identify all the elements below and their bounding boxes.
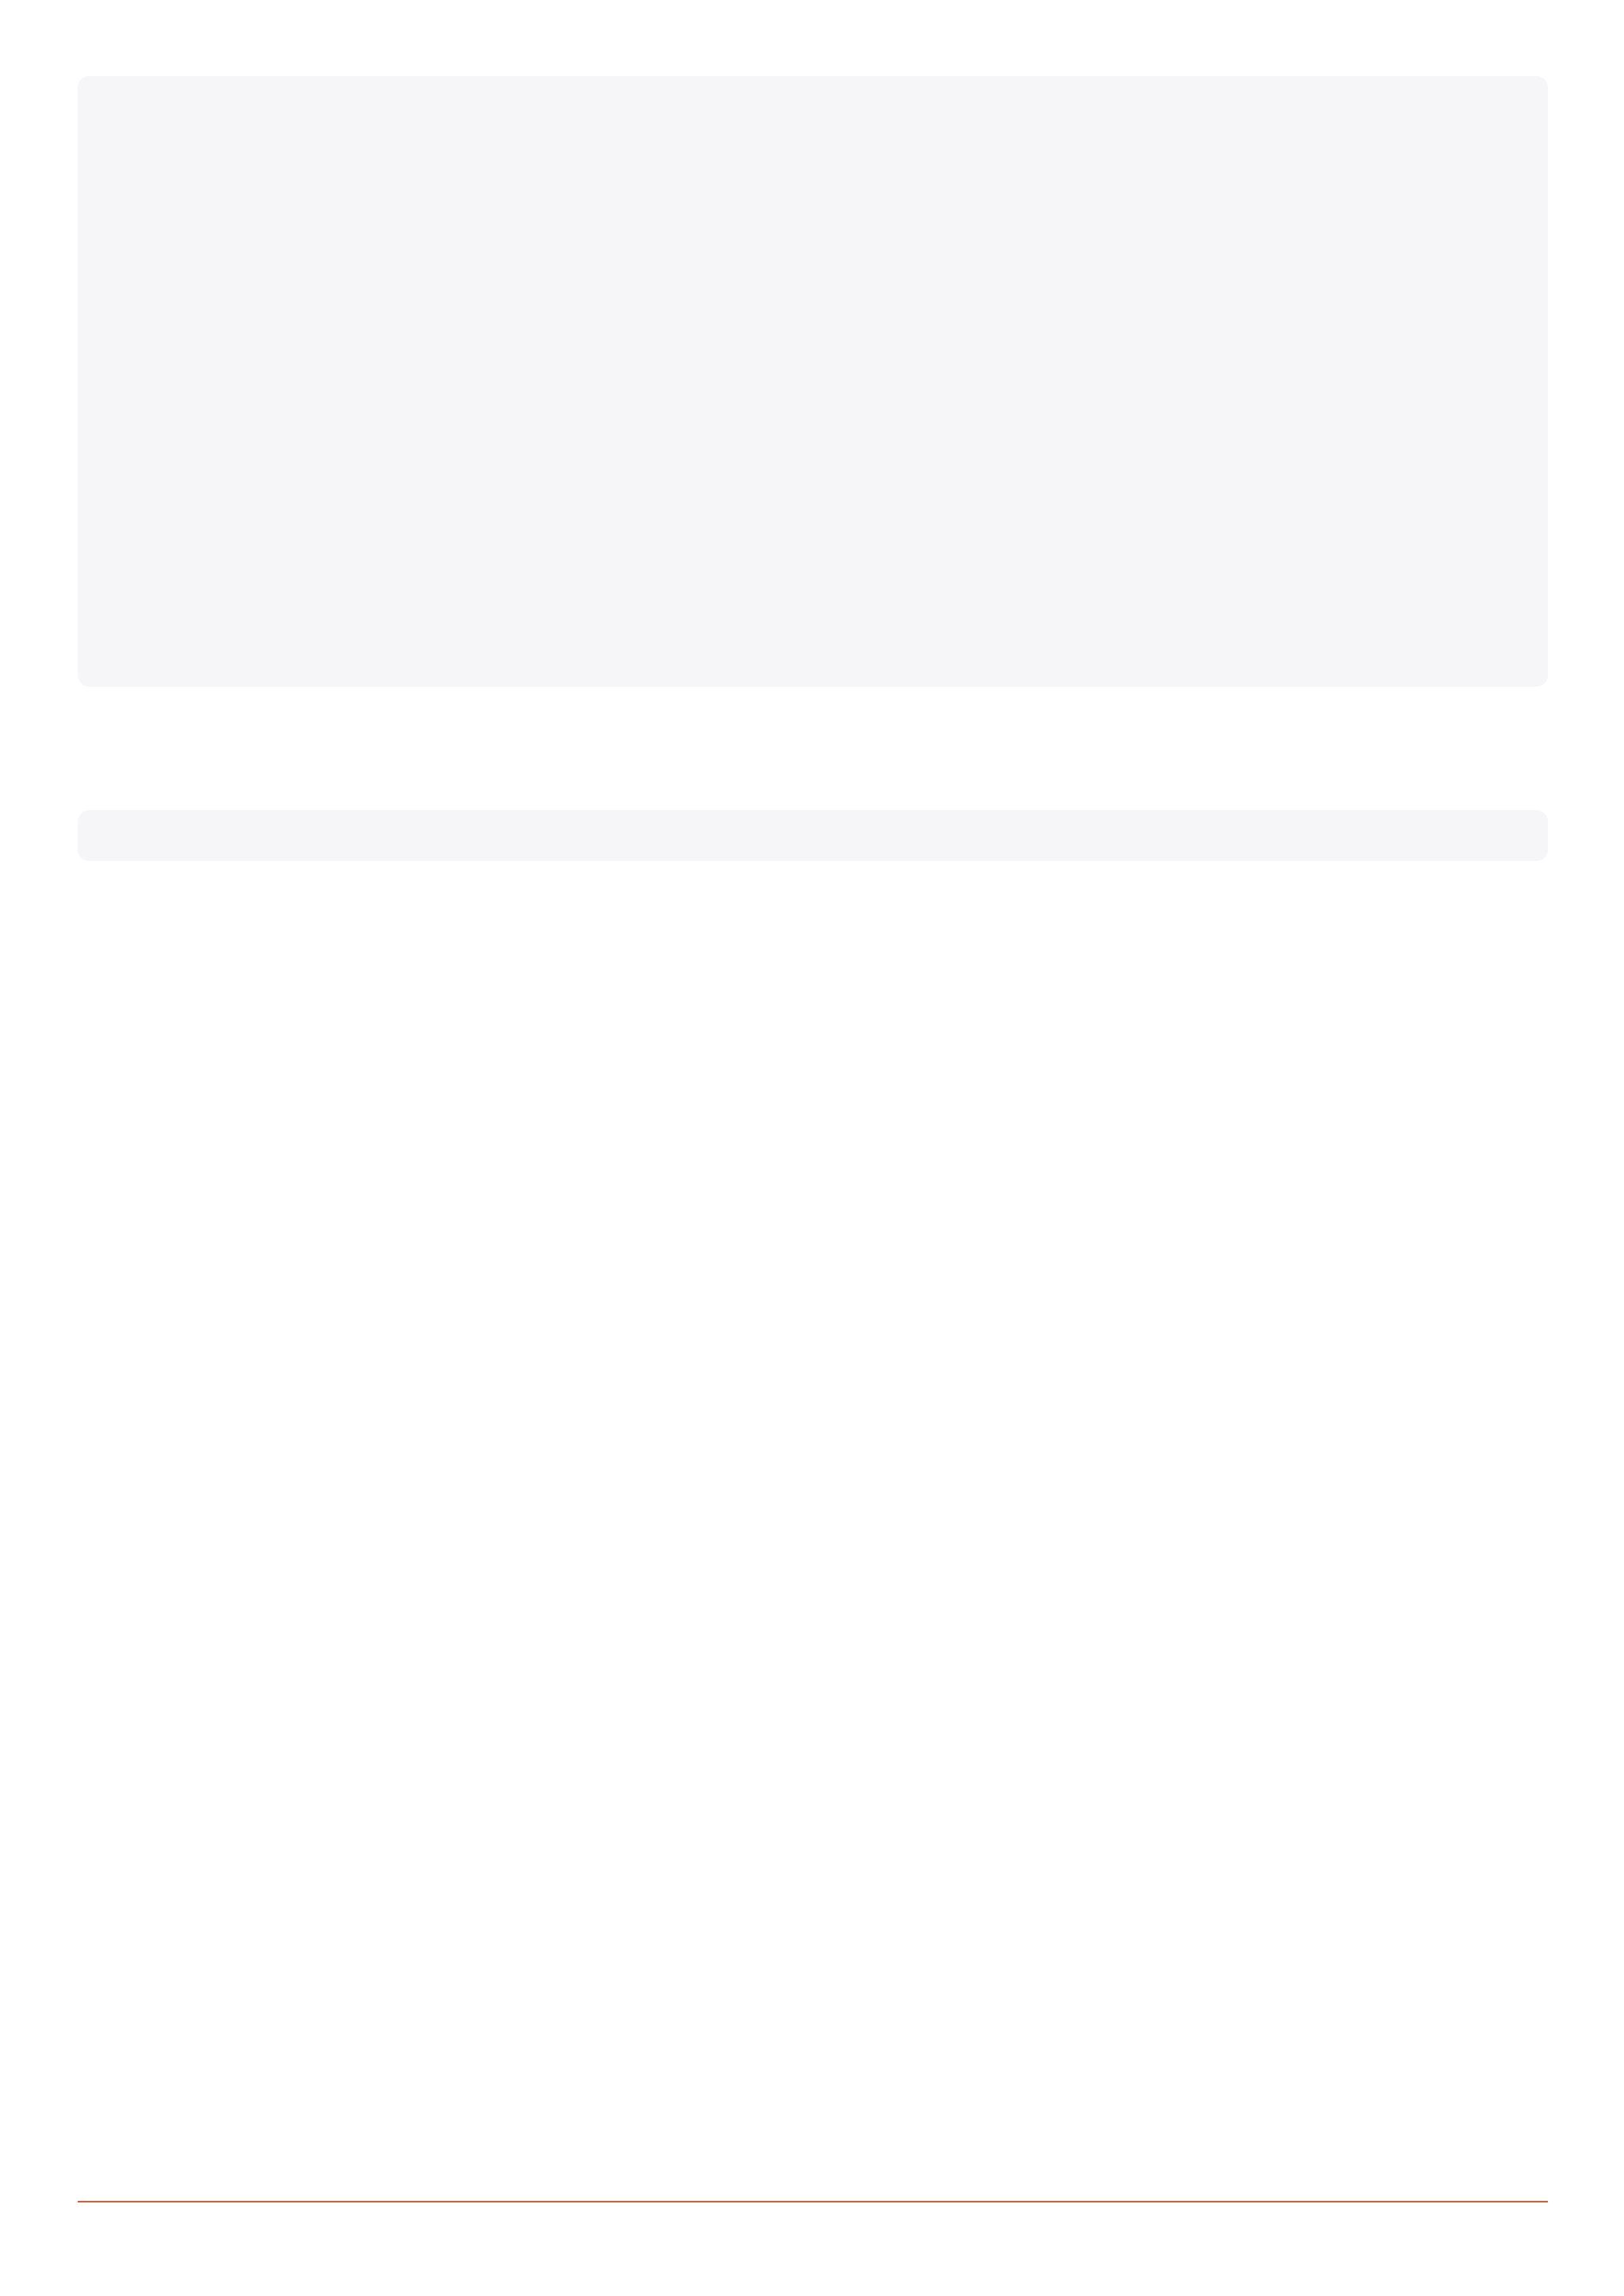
code-block-fillstyle-syntax bbox=[78, 810, 1548, 861]
code-block-canvas-example bbox=[78, 76, 1548, 687]
footer-divider bbox=[78, 2201, 1548, 2202]
